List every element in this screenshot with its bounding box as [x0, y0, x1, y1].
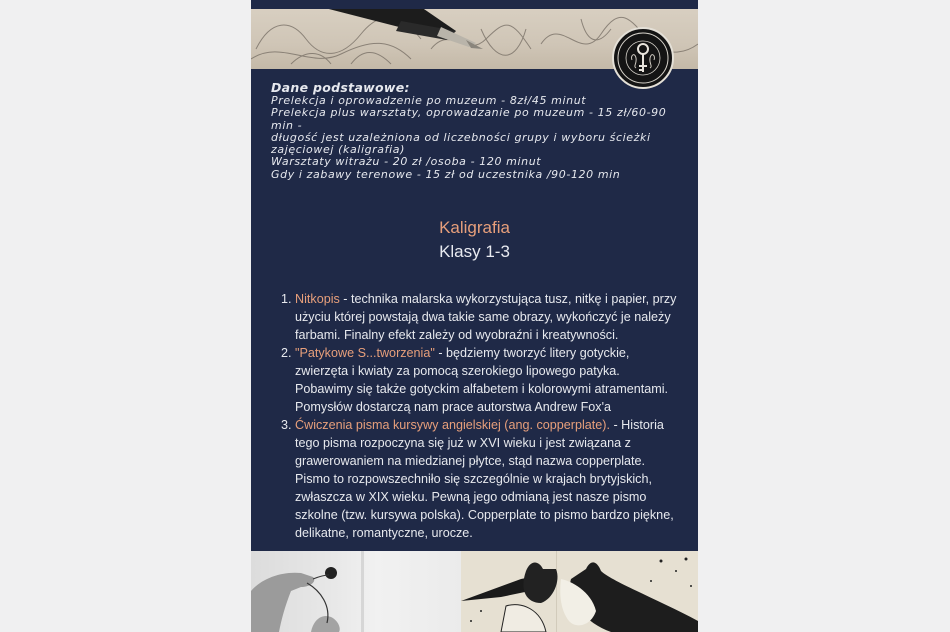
ink-painting-illustration: [461, 551, 698, 632]
list-item: [279, 416, 679, 542]
photo-ink-painting: [461, 551, 698, 632]
item-number: 2.: [281, 346, 292, 360]
section-subtitle: Klasy 1-3: [439, 242, 510, 261]
item-text: - technika malarska wykorzystująca tusz, nitkę i papier, przy użyciu której powstają dwa takie same obrazy, wykończyć je należy farbami. Finalny efekt zależy od wyobraźni i kreatywności.: [295, 292, 677, 342]
info-line: Warsztaty witrażu - 20 zł /osoba - 120 minut: [271, 155, 542, 169]
poster: [251, 0, 698, 632]
basic-info: [271, 81, 691, 181]
item-number: 3.: [281, 418, 292, 432]
info-line: zajęciowej (kaligrafia): [271, 143, 406, 157]
museum-logo: [612, 27, 674, 89]
info-line: Prelekcja plus warsztaty, oprowadzanie po muzeum - 15 zł/60-90 min -: [271, 106, 667, 132]
photo-hands-thread: [251, 551, 461, 632]
section-title: Kaligrafia: [439, 218, 510, 237]
list-item: [279, 344, 679, 416]
activity-list: [279, 290, 679, 542]
item-highlight: "Patykowe S...tworzenia": [295, 346, 435, 360]
hands-thread-illustration: [251, 551, 461, 632]
item-text: - będziemy tworzyć litery gotyckie, zwierzęta i kwiaty za pomocą szerokiego lipowego patyka. Pobawimy się także gotyckim alfabetem i kolorowymi atramentami. Pomysłów dostarczą nam prace autorstwa Andrew Fox'a: [295, 346, 669, 414]
item-highlight: Nitkopis: [295, 292, 340, 306]
item-number: 1.: [281, 292, 292, 306]
item-text: - Historia tego pisma rozpoczyna się już w XVI wieku i jest związana z grawerowaniem na miedzianej płytce, stąd nazwa copperplate. Pismo to rozpowszechniło się szczególnie w krajach brytyjskich, zwłaszcza w XIX wieku. Pewną jego odmianą jest nasze pismo szkolne (tzw. kursywa polska). Copperplate to pismo bardzo piękne, delikatne, romantyczne, urocze.: [295, 418, 674, 540]
key-emblem-icon: [615, 30, 671, 86]
item-highlight: Ćwiczenia pisma kursywy angielskiej (ang. copperplate).: [295, 418, 610, 432]
info-heading: Dane podstawowe:: [271, 80, 410, 95]
info-line: długość jest uzależniona od liczebności grupy i wyboru ścieżki: [271, 130, 651, 144]
info-line: Gdy i zabawy terenowe - 15 zł od uczestnika /90-120 min: [271, 167, 621, 181]
info-line: Prelekcja i oprowadzenie po muzeum - 8zł/45 minut: [271, 94, 587, 107]
list-item: [279, 290, 679, 344]
